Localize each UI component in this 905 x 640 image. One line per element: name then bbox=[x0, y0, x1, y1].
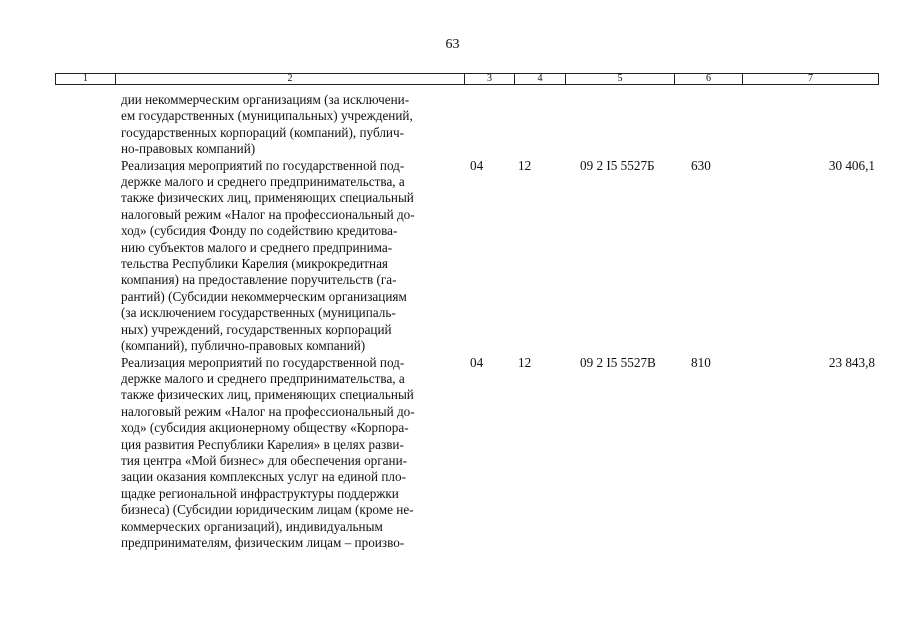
table-row bbox=[0, 92, 905, 158]
column-header-7: 7 bbox=[808, 73, 813, 84]
expense-type-code: 630 bbox=[691, 157, 711, 173]
subsection-code: 12 bbox=[518, 157, 532, 173]
amount-value: 30 406,1 bbox=[828, 157, 875, 173]
target-article-code: 09 2 I5 5527В bbox=[580, 354, 656, 370]
section-code: 04 bbox=[470, 157, 484, 173]
column-header-5: 5 bbox=[566, 74, 675, 84]
column-header-6: 6 bbox=[675, 74, 743, 84]
column-header-4: 4 bbox=[515, 74, 566, 84]
row-description: дии некоммерческим организациям (за исключени- ем государственных (муниципальных) учреждений, государственных корпораций (компаний), публич- но-правовых компаний) bbox=[121, 92, 413, 157]
amount-value: 23 843,8 bbox=[828, 354, 875, 370]
table-header-row bbox=[55, 73, 879, 85]
target-article-code: 09 2 I5 5527Б bbox=[580, 157, 655, 173]
table-body bbox=[0, 92, 905, 551]
column-header-1: 1 bbox=[56, 74, 116, 84]
column-header-3: 3 bbox=[465, 74, 515, 84]
page-number: 63 bbox=[445, 37, 460, 52]
subsection-code: 12 bbox=[518, 354, 532, 370]
table-row bbox=[0, 355, 905, 552]
section-code: 04 bbox=[470, 354, 484, 370]
expense-type-code: 810 bbox=[691, 354, 711, 370]
column-header-2: 2 bbox=[116, 74, 465, 84]
row-description: Реализация мероприятий по государственной под- держке малого и среднего предпринимательства, а также физических лиц, применяющих специальный налоговый режим «Налог на профессиональный до- ход» (субсидия акционерному обществу «Корпора- ция развития Республики Карелия» в целях разви- тия центра «Мой бизнес» для обеспечения органи- зации оказания комплексных услуг на единой пло- щадке региональной инфраструктуры поддержки бизнеса) (Субсидии юридическим лицам (кроме не- коммерческих организаций), индивидуальным предпринимателям, физическим лицам – произво- bbox=[121, 354, 415, 550]
row-description: Реализация мероприятий по государственной под- держке малого и среднего предпринимательства, а также физических лиц, применяющих специальный налоговый режим «Налог на профессиональный до- ход» (субсидия Фонду по содействию кредитова- нию субъектов малого и среднего предпринима- тельства Республики Карелия (микрокредитная компания) на предоставление поручительств (га- рантий) (Субсидии некоммерческим организациям (за исключением государственных (муниципаль- ных) учреждений, государственных корпораций (компаний), публично-правовых компаний) bbox=[121, 157, 415, 354]
table-row bbox=[0, 158, 905, 355]
